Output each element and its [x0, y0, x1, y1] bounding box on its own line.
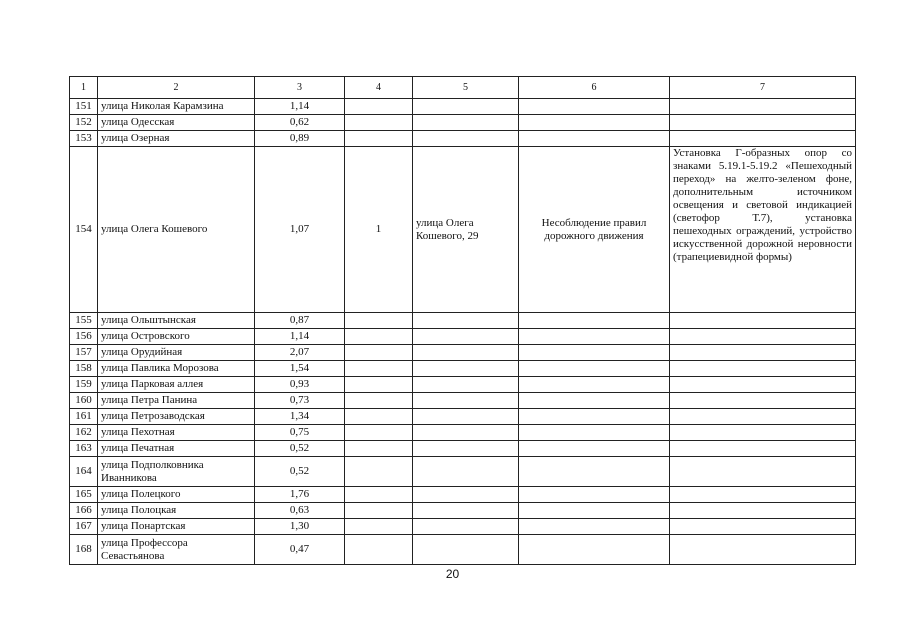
street-name: улица Полецкого	[98, 487, 255, 503]
col-6-reason	[519, 441, 670, 457]
col-7-measures	[670, 115, 856, 131]
table-row	[70, 535, 856, 565]
row-number: 162	[70, 425, 98, 441]
table-row	[70, 377, 856, 393]
table-row	[70, 115, 856, 131]
col-5-address	[413, 131, 519, 147]
header-col-6: 6	[519, 77, 670, 99]
table-row	[70, 409, 856, 425]
col-6-reason	[519, 99, 670, 115]
col-5-address	[413, 457, 519, 487]
street-length: 0,62	[255, 115, 345, 131]
page-number: 20	[445, 567, 460, 581]
col-7-measures	[670, 425, 856, 441]
header-col-3: 3	[255, 77, 345, 99]
col-7-measures	[670, 535, 856, 565]
street-name: улица Полоцкая	[98, 503, 255, 519]
col-6-reason	[519, 425, 670, 441]
row-number: 161	[70, 409, 98, 425]
col-6-reason	[519, 487, 670, 503]
col-6-reason	[519, 503, 670, 519]
header-col-5: 5	[413, 77, 519, 99]
col-4-value	[345, 99, 413, 115]
col-7-measures	[670, 409, 856, 425]
table-row	[70, 441, 856, 457]
row-number: 153	[70, 131, 98, 147]
col-5-address	[413, 425, 519, 441]
col-7-measures	[670, 393, 856, 409]
street-length: 0,93	[255, 377, 345, 393]
col-7-measures	[670, 377, 856, 393]
col-6-reason	[519, 345, 670, 361]
col-6-reason	[519, 329, 670, 345]
col-6-reason	[519, 535, 670, 565]
col-4-value	[345, 377, 413, 393]
row-number: 152	[70, 115, 98, 131]
table-row	[70, 487, 856, 503]
col-6-reason	[519, 457, 670, 487]
street-name: улица Николая Карамзина	[98, 99, 255, 115]
table-row	[70, 361, 856, 377]
col-4-value	[345, 487, 413, 503]
street-length: 2,07	[255, 345, 345, 361]
col-4-value	[345, 393, 413, 409]
col-4-value	[345, 131, 413, 147]
row-number: 167	[70, 519, 98, 535]
col-7-measures	[670, 487, 856, 503]
col-4-value	[345, 409, 413, 425]
col-5-address: улица Олега Кошевого, 29	[413, 147, 519, 313]
col-4-value	[345, 441, 413, 457]
street-length: 0,87	[255, 313, 345, 329]
col-7-measures	[670, 329, 856, 345]
col-4-value: 1	[345, 147, 413, 313]
street-name: улица Островского	[98, 329, 255, 345]
col-7-measures	[670, 441, 856, 457]
col-7-measures	[670, 99, 856, 115]
col-4-value	[345, 503, 413, 519]
street-length: 1,30	[255, 519, 345, 535]
street-length: 1,14	[255, 329, 345, 345]
street-length: 0,63	[255, 503, 345, 519]
col-7-measures: Установка Г-образных опор со знаками 5.19.1-5.19.2 «Пешеходный переход» на желто-зеленом фоне, дополнительным источником освещения и световой индикацией (светофор Т.7), установка пешеходных ограждений, устройство искусственной дорожной неровности (трапециевидной формы)	[670, 147, 856, 313]
col-5-address	[413, 441, 519, 457]
col-5-address	[413, 329, 519, 345]
col-5-address	[413, 377, 519, 393]
street-length: 0,89	[255, 131, 345, 147]
table-row	[70, 99, 856, 115]
table-row	[70, 457, 856, 487]
street-length: 0,52	[255, 457, 345, 487]
header-col-1: 1	[70, 77, 98, 99]
street-name: улица Одесская	[98, 115, 255, 131]
table-row	[70, 313, 856, 329]
table-row	[70, 503, 856, 519]
row-number: 164	[70, 457, 98, 487]
street-length: 1,07	[255, 147, 345, 313]
street-name: улица Орудийная	[98, 345, 255, 361]
street-name: улица Подполковника Иванникова	[98, 457, 255, 487]
col-4-value	[345, 115, 413, 131]
col-7-measures	[670, 131, 856, 147]
col-4-value	[345, 457, 413, 487]
street-length: 1,76	[255, 487, 345, 503]
col-6-reason	[519, 393, 670, 409]
col-5-address	[413, 503, 519, 519]
header-col-4: 4	[345, 77, 413, 99]
col-7-measures	[670, 361, 856, 377]
street-name: улица Парковая аллея	[98, 377, 255, 393]
table-row	[70, 131, 856, 147]
table-row	[70, 393, 856, 409]
col-7-measures	[670, 519, 856, 535]
row-number: 156	[70, 329, 98, 345]
col-6-reason	[519, 377, 670, 393]
table-row	[70, 147, 856, 313]
street-name: улица Профессора Севастьянова	[98, 535, 255, 565]
street-name: улица Печатная	[98, 441, 255, 457]
col-6-reason	[519, 313, 670, 329]
row-number: 151	[70, 99, 98, 115]
col-4-value	[345, 425, 413, 441]
col-7-measures	[670, 503, 856, 519]
table-row	[70, 329, 856, 345]
street-name: улица Ольштынская	[98, 313, 255, 329]
col-5-address	[413, 535, 519, 565]
row-number: 163	[70, 441, 98, 457]
row-number: 155	[70, 313, 98, 329]
col-7-measures	[670, 313, 856, 329]
row-number: 165	[70, 487, 98, 503]
header-col-2: 2	[98, 77, 255, 99]
col-4-value	[345, 361, 413, 377]
col-5-address	[413, 361, 519, 377]
street-length: 1,54	[255, 361, 345, 377]
street-name: улица Понартская	[98, 519, 255, 535]
street-name: улица Петрозаводская	[98, 409, 255, 425]
table-row	[70, 519, 856, 535]
col-6-reason	[519, 519, 670, 535]
col-5-address	[413, 393, 519, 409]
header-col-7: 7	[670, 77, 856, 99]
row-number: 154	[70, 147, 98, 313]
col-5-address	[413, 99, 519, 115]
header-row	[70, 77, 856, 99]
street-length: 1,34	[255, 409, 345, 425]
col-6-reason	[519, 115, 670, 131]
col-6-reason	[519, 361, 670, 377]
street-length: 0,73	[255, 393, 345, 409]
row-number: 168	[70, 535, 98, 565]
street-name: улица Олега Кошевого	[98, 147, 255, 313]
row-number: 158	[70, 361, 98, 377]
col-5-address	[413, 313, 519, 329]
row-number: 159	[70, 377, 98, 393]
street-name: улица Пехотная	[98, 425, 255, 441]
row-number: 160	[70, 393, 98, 409]
col-5-address	[413, 409, 519, 425]
table-row	[70, 425, 856, 441]
col-7-measures	[670, 345, 856, 361]
street-name: улица Петра Панина	[98, 393, 255, 409]
col-5-address	[413, 115, 519, 131]
street-length: 0,47	[255, 535, 345, 565]
table-body	[70, 77, 856, 565]
col-6-reason	[519, 131, 670, 147]
col-4-value	[345, 535, 413, 565]
col-5-address	[413, 345, 519, 361]
col-5-address	[413, 519, 519, 535]
col-4-value	[345, 345, 413, 361]
table-row	[70, 345, 856, 361]
col-4-value	[345, 519, 413, 535]
col-6-reason	[519, 409, 670, 425]
street-length: 0,75	[255, 425, 345, 441]
col-5-address	[413, 487, 519, 503]
streets-table	[69, 76, 856, 565]
col-4-value	[345, 329, 413, 345]
col-6-reason: Несоблюдение правил дорожного движения	[519, 147, 670, 313]
street-length: 0,52	[255, 441, 345, 457]
row-number: 166	[70, 503, 98, 519]
street-name: улица Озерная	[98, 131, 255, 147]
street-length: 1,14	[255, 99, 345, 115]
col-7-measures	[670, 457, 856, 487]
row-number: 157	[70, 345, 98, 361]
col-4-value	[345, 313, 413, 329]
street-name: улица Павлика Морозова	[98, 361, 255, 377]
